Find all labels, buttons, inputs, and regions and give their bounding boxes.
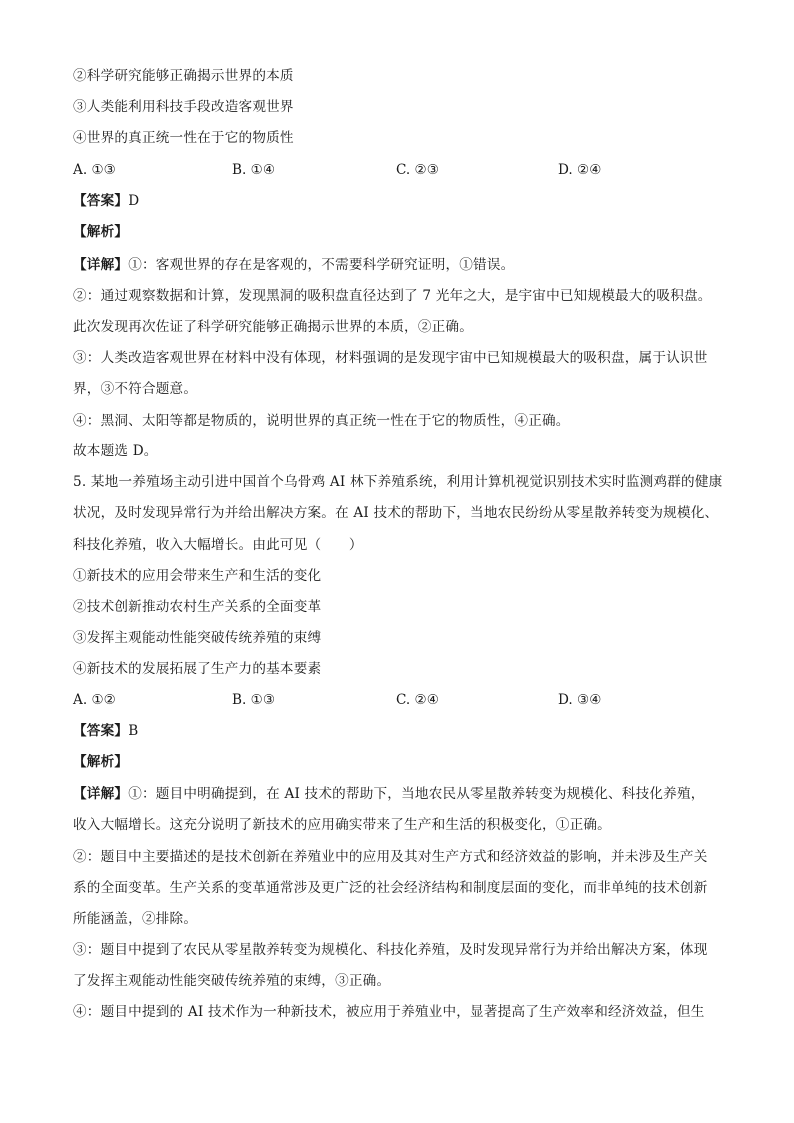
q4-detail-line-6: ④：黑洞、太阳等都是物质的，说明世界的真正统一性在于它的物质性，④正确。 [73,413,570,429]
q5-detail-line-6: ③：题目中提到了农民从零星散养转变为规模化、科技化养殖，及时发现异常行为并给出解决方案，体现 [73,942,708,958]
q5-option-b: B. ①③ [232,692,276,708]
q5-answer-line [73,722,138,740]
q5-analysis-tag: 【解析】 [73,754,129,770]
q4-item-2: ②科学研究能够正确揭示世界的本质 [73,68,294,84]
q5-detail-text: ①：题目中明确提到，在 AI 技术的帮助下，当地农民从零星散养转变为规模化、科技化养殖， [128,786,705,802]
q5-option-a: A. ①② [73,692,116,708]
q5-detail-line-7: 了发挥主观能动性能突破传统养殖的束缚，③正确。 [73,973,391,989]
q5-item-4: ④新技术的发展拓展了生产力的基本要素 [73,661,322,677]
q4-answer-tag: 【答案】 [73,193,129,209]
q5-item-3: ③发挥主观能动性能突破传统养殖的束缚 [73,630,322,646]
q4-detail-text: ①：客观世界的存在是客观的，不需要科学研究证明，①错误。 [128,257,515,273]
q5-stem-line-3: 科技化养殖，收入大幅增长。由此可见（ ） [73,537,363,553]
q5-detail-line-8: ④：题目中提到的 AI 技术作为一种新技术，被应用于养殖业中，显著提高了生产效率和经济效益，但生 [73,1004,705,1020]
q5-detail-line-1 [73,785,705,803]
q5-stem-line-1: 5. 某地一养殖场主动引进中国首个乌骨鸡 AI 林下养殖系统，利用计算机视觉识别技术实时监测鸡群的健康 [73,474,723,490]
q4-option-b: B. ①④ [232,162,276,178]
q4-item-3: ③人类能利用科技手段改造客观世界 [73,99,294,115]
q4-detail-line-7: 故本题选 D。 [73,443,158,459]
q5-item-2: ②技术创新推动农村生产关系的全面变革 [73,599,322,615]
q5-detail-line-3: ②：题目中主要描述的是技术创新在养殖业中的应用及其对生产方式和经济效益的影响，并未涉及生产关 [73,849,708,865]
q5-stem-line-2: 状况，及时发现异常行为并给出解决方案。在 AI 技术的帮助下，当地农民纷纷从零星散养转变为规模化、 [73,505,719,521]
q4-answer: D [128,193,140,209]
q4-detail-line-2: ②：通过观察数据和计算，发现黑洞的吸积盘直径达到了 7 光年之大，是宇宙中已知规模最大的吸积盘。 [73,288,712,304]
q4-answer-line [73,192,139,210]
q5-option-d: D. ③④ [558,692,602,708]
q4-option-d: D. ②④ [558,162,602,178]
q5-detail-line-4: 系的全面变革。生产关系的变革通常涉及更广泛的社会经济结构和制度层面的变化，而非单纯的技术创新 [73,880,708,896]
q5-detail-line-5: 所能涵盖，②排除。 [73,911,198,927]
q4-option-c: C. ②③ [396,162,439,178]
q5-detail-tag: 【详解】 [73,786,129,802]
q4-detail-line-5: 界，③不符合题意。 [73,381,198,397]
q4-detail-tag: 【详解】 [73,257,129,273]
q5-option-c: C. ②④ [396,692,439,708]
q4-option-a: A. ①③ [73,162,116,178]
q5-detail-line-2: 收入大幅增长。这充分说明了新技术的应用确实带来了生产和生活的积极变化，①正确。 [73,817,611,833]
q4-analysis-tag: 【解析】 [73,224,129,240]
q4-item-4: ④世界的真正统一性在于它的物质性 [73,130,294,146]
q4-detail-line-4: ③：人类改造客观世界在材料中没有体现，材料强调的是发现宇宙中已知规模最大的吸积盘，属于认识世 [73,350,708,366]
q4-detail-line-3: 此次发现再次佐证了科学研究能够正确揭示世界的本质，②正确。 [73,319,474,335]
q5-item-1: ①新技术的应用会带来生产和生活的变化 [73,568,322,584]
q5-answer-tag: 【答案】 [73,723,129,739]
q5-answer: B [128,723,139,739]
q4-detail-line-1 [73,256,514,274]
